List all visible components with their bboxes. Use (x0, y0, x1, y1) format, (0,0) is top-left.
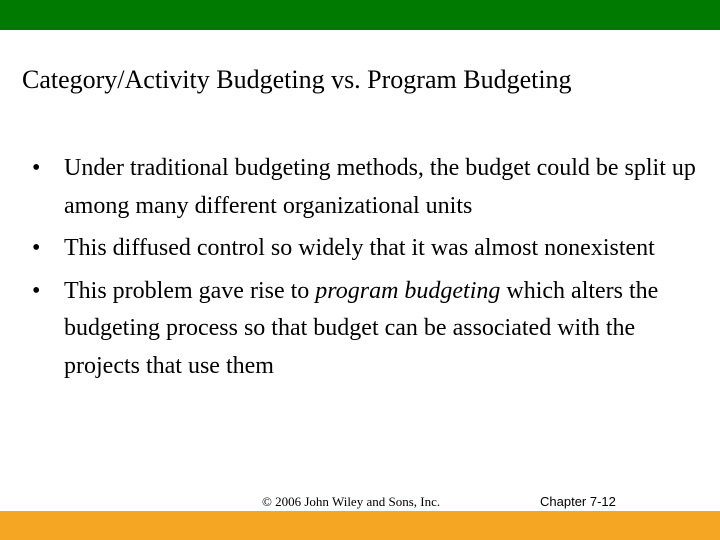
bullet-text-before: This problem gave rise to (64, 277, 316, 304)
bullet-marker: • (32, 277, 41, 304)
bullet-marker: • (32, 155, 41, 181)
bullet-marker: • (32, 235, 41, 261)
bullet-text: This diffused control so widely that it was almost nonexistent (64, 235, 655, 261)
bullet-item-1 (32, 150, 716, 225)
bullet-text-after: which alters the budgeting process so that budget can be associated with the projects that use them (64, 277, 659, 379)
bullet-list (32, 150, 716, 390)
footer-copyright: © 2006 John Wiley and Sons, Inc. (262, 494, 441, 509)
bottom-color-bar (0, 511, 720, 540)
bullet-emphasis: program budgeting (315, 277, 501, 304)
top-color-bar (0, 0, 720, 30)
footer-chapter: Chapter 7-12 (540, 494, 616, 509)
bullet-item-2 (32, 230, 716, 268)
bullet-item-3 (32, 273, 716, 386)
bullet-text: Under traditional budgeting methods, the budget could be split up among many different organizational units (64, 155, 696, 219)
slide-title: Category/Activity Budgeting vs. Program Budgeting (22, 65, 572, 94)
